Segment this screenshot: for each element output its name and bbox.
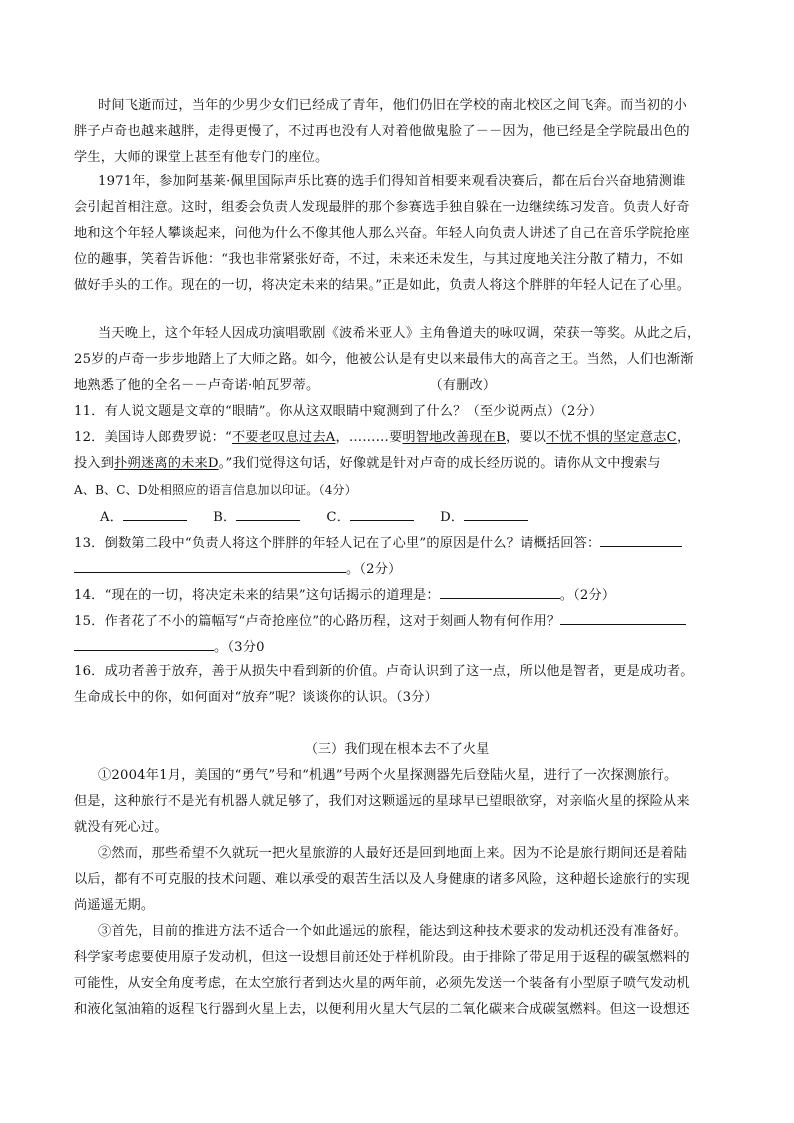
q12-quote-c: 不忧不惧的坚定意志C xyxy=(546,430,677,445)
story-p2-line2: 会引起首相注意。这时，组委会负责人发现最胖的那个参赛选手独自躲在一边继续练习发音。负责人好奇 xyxy=(74,200,690,215)
question-16-line2: 生命成长中的你，如何面对“放弃”呢？谈谈你的认识。（3分） xyxy=(74,690,438,705)
question-14 xyxy=(74,584,615,606)
s3-p3-line1: ③首先，目前的推进方法不适合一个如此遥远的旅程，能达到这种技术要求的发动机还没有准备好。 xyxy=(98,924,688,939)
option-b-label: B． xyxy=(213,510,237,525)
q13-blank-2[interactable] xyxy=(74,558,346,573)
story-p1-line3: 学生，大师的课堂上甚至有他专门的座位。 xyxy=(74,150,329,165)
story-p1-line1: 时间飞逝而过，当年的少男少女们已经成了青年，他们仍旧在学校的南北校区之间飞奔。而当初的小 xyxy=(98,98,688,113)
s3-p2-line2: 以后，都有不可克服的技术问题、难以承受的艰苦生活以及人身健康的诸多风险，这种超长途旅行的实现 xyxy=(74,872,690,887)
q15-text: 15．作者花了不小的篇幅写“卢奇抢座位”的心路历程，这对于刻画人物有何作用？ xyxy=(74,614,561,629)
option-d-label: D． xyxy=(440,510,465,525)
q12-text-e: ，要以 xyxy=(505,430,547,445)
s3-p3-line4: 和液化氢油箱的返程飞行器到火星上去，以便利用火星大气层的二氧化碳来合成碳氢燃料。但这一设想还 xyxy=(74,1002,690,1017)
q12-text-g: ， xyxy=(676,430,691,445)
option-b-blank[interactable] xyxy=(236,506,300,521)
q14-text: 14．“现在的一切，将决定未来的结果”这句话揭示的道理是： xyxy=(74,588,440,603)
option-c-blank[interactable] xyxy=(350,506,414,521)
q12-options xyxy=(100,506,528,528)
s3-p1-line2: 但是，这种旅行不是光有机器人就足够了，我们对这颗遥远的星球早已望眼欲穿，对亲临火星的探险从来 xyxy=(74,794,690,809)
q15-blank-2[interactable] xyxy=(74,636,214,651)
option-a-label: A． xyxy=(100,510,124,525)
option-c-label: C． xyxy=(326,510,351,525)
q12-text-c: ，………要 xyxy=(335,430,403,445)
q12-quote-b: 明智地改善现在B xyxy=(402,430,506,445)
question-12-line1 xyxy=(74,428,690,448)
revision-note: （有删改） xyxy=(429,378,497,393)
q13-text: 13．倒数第二段中“负责人将这个胖胖的年轻人记在了心里”的原因是什么？请概括回答： xyxy=(74,536,601,551)
s3-p1-line1: ①2004年1月，美国的“勇气”号和“机遇”号两个火星探测器先后登陆火星，进行了一次探测旅行。 xyxy=(98,768,678,783)
option-d-blank[interactable] xyxy=(464,506,528,521)
q13-tail: 。（2分） xyxy=(346,562,402,577)
story-p3-line3-text: 地熟悉了他的全名－－卢奇诺·帕瓦罗蒂。 xyxy=(74,378,320,393)
q12-text-j: 。”我们觉得这句话，好像就是针对卢奇的成长经历说的。请你从文中搜索与 xyxy=(218,456,661,471)
story-p3-line3 xyxy=(74,376,496,396)
q12-quote-a: 不要老叹息过去A xyxy=(232,430,336,445)
question-15-line1 xyxy=(74,610,686,632)
story-p2-line4: 位的趣事，笑着告诉他：“我也非常紧张好奇，不过，未来还未发生，与其过度地关注分散了精力，不如 xyxy=(74,252,684,267)
question-12-line3: A、B、C、D处相照应的语言信息加以印证。（4分） xyxy=(74,483,357,497)
q14-blank[interactable] xyxy=(440,584,560,599)
section-3-title: （三）我们现在根本去不了火星 xyxy=(304,742,490,757)
story-p2-line5: 做好手头的工作。现在的一切，将决定未来的结果。”正是如此，负责人将这个胖胖的年轻人记在了心里。 xyxy=(74,278,691,293)
story-p1-line2: 胖子卢奇也越来越胖，走得更慢了，不过再也没有人对着他做鬼脸了－－因为，他已经是全学院最出色的 xyxy=(74,124,690,139)
s3-p3-line2: 科学家考虑要使用原子发动机，但这一设想目前还处于样机阶段。由于排除了带足用于返程的碳氢燃料的 xyxy=(74,950,690,965)
story-p3-line2: 25岁的卢奇一步步地踏上了大师之路。如今，他被公认是有史以来最伟大的高音之王。当然，人们也渐渐 xyxy=(74,352,694,367)
s3-p2-line3: 尚遥遥无期。 xyxy=(74,898,155,913)
question-16-line1: 16．成功者善于放弃，善于从损失中看到新的价值。卢奇认识到了这一点，所以他是智者，更是成功者。 xyxy=(74,664,694,679)
story-p3-line1: 当天晚上，这个年轻人因成功演唱歌剧《波希米亚人》主角鲁道夫的咏叹调，荣获一等奖。从此之后， xyxy=(98,326,701,341)
q14-tail: 。（2分） xyxy=(559,588,616,603)
s3-p1-line3: 就没有死心过。 xyxy=(74,820,168,835)
q15-blank-1[interactable] xyxy=(560,610,686,625)
option-a-blank[interactable] xyxy=(123,506,187,521)
question-13-line2 xyxy=(74,558,402,580)
question-11: 11．有人说文题是文章的“眼睛”。你从这双眼睛中窥测到了什么？（至少说两点）（2分） xyxy=(74,404,603,419)
question-15-line2 xyxy=(74,636,265,658)
question-13-line1 xyxy=(74,532,682,554)
q13-blank-1[interactable] xyxy=(600,532,682,547)
s3-p3-line3: 可能性，从安全角度考虑，在太空旅行者到达火星的两年前，必须先发送一个装备有小型原子喷气发动机 xyxy=(74,976,690,991)
q12-text-a: 12．美国诗人郎费罗说：“ xyxy=(74,430,232,445)
q15-tail: 。（3分0 xyxy=(214,640,265,655)
question-12-line2 xyxy=(74,454,661,474)
q12-quote-d: 扑朔迷离的未来D xyxy=(114,456,219,471)
story-p2-line3: 地和这个年轻人攀谈起来，问他为什么不像其他人那么兴奋。年轻人向负责人讲述了自己在音乐学院抢座 xyxy=(74,226,690,241)
story-p2-line1: 1971年，参加阿基莱·佩里国际声乐比赛的选手们得知首相要来观看决赛后，都在后台兴奋地猜测谁 xyxy=(98,174,686,189)
s3-p2-line1: ②然而，那些希望不久就玩一把火星旅游的人最好还是回到地面上来。因为不论是旅行期间还是着陆 xyxy=(98,846,688,861)
q12-text-h: 投入到 xyxy=(74,456,115,471)
